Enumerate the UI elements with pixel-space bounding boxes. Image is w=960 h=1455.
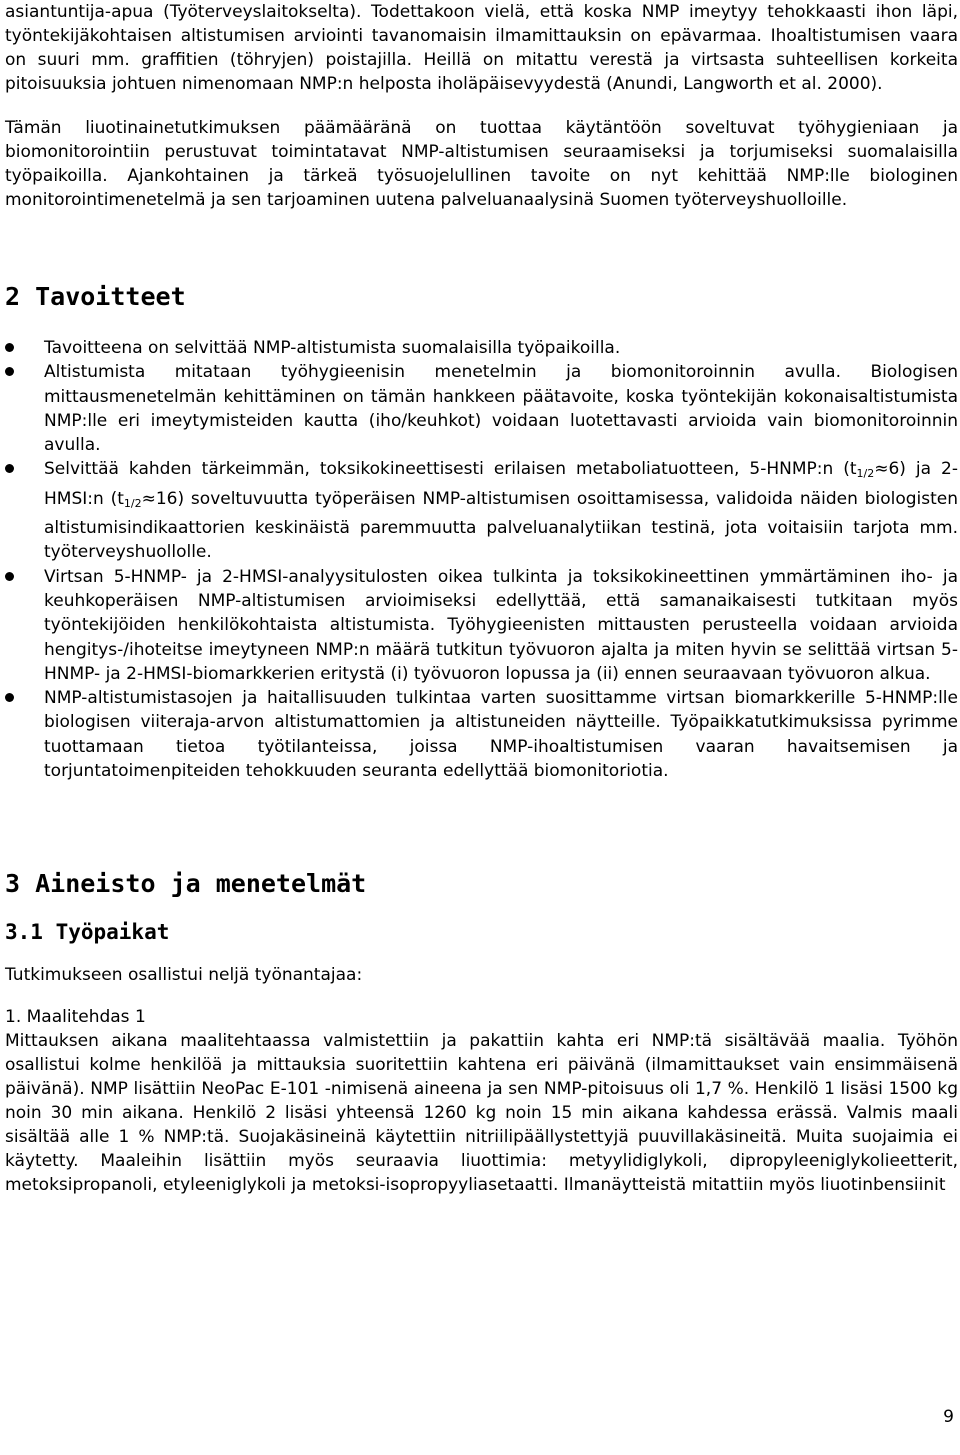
bullet-icon bbox=[5, 572, 14, 581]
intro-paragraph: asiantuntija-apua (Työterveyslaitokselta). Todettakoon vielä, että koska NMP imeytyy tehokkaasti ihon läpi, työntekijäkohtaisen altistumisen arviointi tavanomaisin ilmamittauksin on epävarmaa. Ihoaltistumisen vaara on suuri mm. graffitien (töhryjen) poistajilla. Heillä on mitattu verestä ja virtsasta suhteellisen korkeita pitoisuuksia johtuen nimenomaan NMP:n helposta iholäpäisevyydestä (Anundi, Langworth et al. 2000). bbox=[5, 2, 958, 94]
half-life-subscript: 1/2 bbox=[123, 496, 142, 510]
goals-list bbox=[5, 336, 958, 783]
list-item bbox=[5, 686, 958, 783]
metab-text-pre: Selvittää kahden tärkeimmän, toksikokineettisesti erilaisen metaboliatuotteen, 5-HNMP:n (t bbox=[44, 459, 857, 480]
list-item bbox=[5, 336, 958, 360]
page-number: 9 bbox=[943, 1407, 954, 1427]
goal-text: Tavoitteena on selvittää NMP-altistumista suomalaisilla työpaikoilla. bbox=[44, 338, 621, 358]
section-heading-tavoitteet: 2 Tavoitteet bbox=[5, 282, 186, 311]
goal-text: Virtsan 5-HNMP- ja 2-HMSI-analyysitulosten oikea tulkinta ja toksikokineettinen ymmärtäminen iho- ja keuhkoperäisen NMP-altistumisen arvioimiseksi edellyttää, että samanaikaisesti tutkitaan myös työntekijöiden henkilökohtaista altistumista. Työhygieenisten mittausten perusteella voidaan arvioida hengitys-/ihoteitse imeytyneen NMP:n määrä tutkitun työvuoron ajalta ja miten hyvin se selittää virtsan 5-HNMP- ja 2-HMSI-biomarkkerien eritystä (i) työvuoron lopussa ja (ii) ennen seuraavaan työvuoron alkua. bbox=[44, 566, 958, 684]
bullet-icon bbox=[5, 367, 14, 376]
document-page bbox=[5, 0, 958, 1197]
half-life-subscript: 1/2 bbox=[856, 467, 875, 481]
list-item bbox=[5, 565, 958, 686]
participants-intro: Tutkimukseen osallistui neljä työnantajaa: bbox=[5, 965, 363, 986]
list-item bbox=[5, 457, 958, 564]
subsection-heading-tyopaikat: 3.1 Työpaikat bbox=[5, 920, 170, 945]
site-label: 1. Maalitehdas 1 bbox=[5, 1007, 146, 1028]
bullet-icon bbox=[5, 693, 14, 702]
metab-text-mid: ≈6) ja 2-HMSI:n (t bbox=[44, 459, 958, 509]
goal-text-metabolites bbox=[44, 457, 958, 564]
metab-text-post: ≈16) soveltuvuutta työperäisen NMP-altistumisen osoittamisessa, validoida näiden biologisten altistumisindikaattorien keskinäistä paremmuutta palveluanalytiikan testinä, jota voitaisiin tarjota mm. työterveyshuollolle. bbox=[44, 488, 958, 563]
site-description: Mittauksen aikana maalitehtaassa valmistettiin ja pakattiin kahta eri NMP:tä sisältävää maalia. Työhön osallistui kolme henkilöä ja mittauksia suoritettiin kahtena eri päivänä (ilmamittaukset vain ensimmäisenä päivänä). NMP lisättiin NeoPac E-101 -nimisenä aineena ja sen NMP-pitoisuus oli 1,7 %. Henkilö 1 lisäsi 1500 kg noin 30 min aikana. Henkilö 2 lisäsi yhteensä 1260 kg noin 15 min aikana kahdessa erässä. Valmis maali sisältää alle 1 % NMP:tä. Suojakäsineinä käytettiin nitriilipäällystettyjä puuvillakäsineitä. Muita suojaimia ei käytetty. Maaleihin lisättiin myös seuraavia liuottimia: metyylidiglykoli, dipropyleeniglykolieetterit, metoksipropanoli, etyleeniglykoli ja metoksi-isopropyyliasetaatti. Ilmanäytteistä mitattiin myös liuotinbensiinit bbox=[5, 1031, 958, 1196]
section-heading-aineisto: 3 Aineisto ja menetelmät bbox=[5, 869, 367, 899]
bullet-icon bbox=[5, 343, 14, 352]
list-item bbox=[5, 360, 958, 457]
bullet-icon bbox=[5, 464, 14, 473]
goal-text: Altistumista mitataan työhygieenisin menetelmin ja biomonitoroinnin avulla. Biologisen mittausmenetelmän kehittäminen on tämän hankkeen päätavoite, koska työntekijän kokonaisaltistumista NMP:lle eri imeytymisteiden kautta (iho/keuhkot) voidaan luotettavasti arvioida vain biomonitoroinnin avulla. bbox=[44, 362, 958, 456]
aim-paragraph: Tämän liuotinainetutkimuksen päämääränä on tuottaa käytäntöön soveltuvat työhygieniaan ja biomonitorointiin perustuvat toimintatavat NMP-altistumisen seuraamiseksi ja torjumiseksi suomalaisilla työpaikoilla. Ajankohtainen ja tärkeä työsuojelullinen tavoite on nyt kehittää NMP:lle biologinen monitorointimenetelmä ja sen tarjoaminen uutena palveluanaalysinä Suomen työterveyshuolloille. bbox=[5, 118, 958, 210]
goal-text: NMP-altistumistasojen ja haitallisuuden tulkintaa varten suosittamme virtsan biomarkkerille 5-HNMP:lle biologisen viiteraja-arvon altistumattomien ja altistuneiden näytteille. Työpaikkatutkimuksissa pyrimme tuottamaan tietoa työtilanteissa, joissa NMP-ihoaltistumisen vaaran havaitsemisen ja torjuntatoimenpiteiden tehokkuuden seuranta edellyttää biomonitoriotia. bbox=[44, 688, 958, 782]
